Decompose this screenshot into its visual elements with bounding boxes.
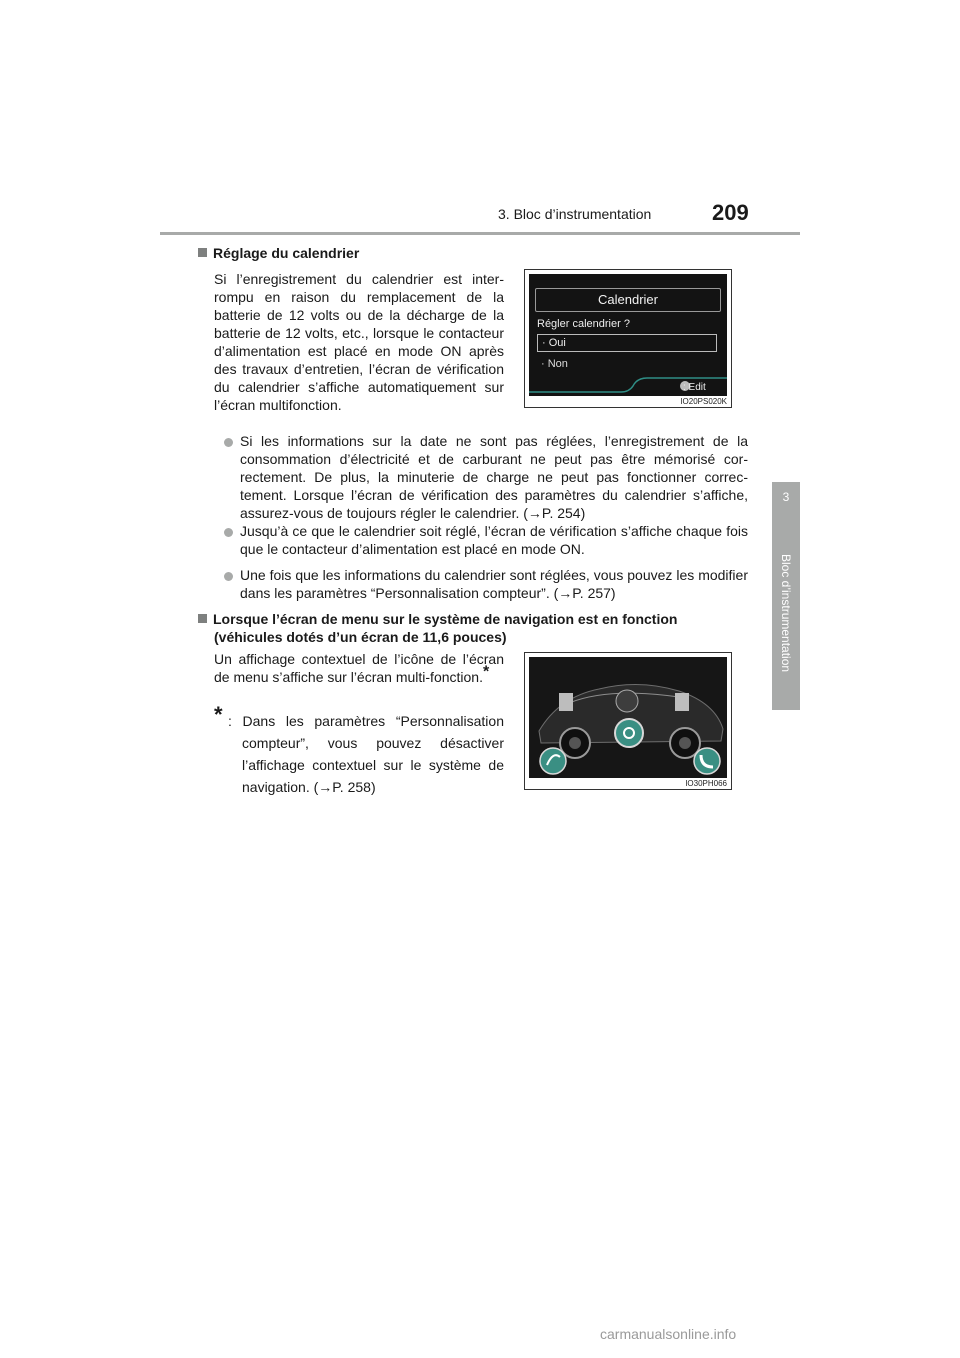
page-number: 209 (712, 200, 749, 225)
header-rule (160, 232, 800, 235)
bullet-dot-icon (224, 438, 233, 447)
chapter-side-tab (772, 482, 800, 710)
section2-intro: Un affichage contextuel de l’icône de l’écran de menu s’affiche sur l’écran multi-fonction.* (214, 651, 504, 685)
figure1-code: IO20PS020K (680, 397, 727, 406)
bullet-dot-icon (224, 528, 233, 537)
footer-watermark: carmanualsonline.info (600, 1326, 737, 1342)
calendar-screen-figure (524, 269, 732, 408)
square-bullet-icon (198, 614, 207, 623)
section1-bullet-3: Une fois que les informations du calendrier sont réglées, vous pouvez les modifier dans les paramètres “Personnalisation compteur”. (→P. 257) (240, 567, 748, 601)
section2-footnote: : Dans les paramètres “Personnalisation compteur”, vous pouvez désactiver l’affichage contextuel sur le système de navigation. (→P. 258) (228, 713, 504, 795)
calendar-title: Calendrier (535, 288, 721, 312)
popup-screen (529, 657, 727, 778)
car-popup-illustration (529, 657, 727, 778)
navigation-popup-figure (524, 652, 732, 790)
section2-heading: Lorsque l’écran de menu sur le système de navigation est en fonction (véhicules dotés d’un écran de 11,6 pouces) (198, 610, 748, 646)
section1-bullet-2: Jusqu’à ce que le calendrier soit réglé, l’écran de vérification s’affiche chaque fois que le contacteur d’alimentation est placé en mode ON. (240, 523, 748, 557)
calendar-screen (529, 274, 727, 396)
section1-heading: Réglage du calendrier (198, 244, 518, 262)
figure2-code: IO30PH066 (685, 779, 727, 788)
bullet-dot-icon (224, 572, 233, 581)
calendar-question: Régler calendrier ? (537, 318, 630, 330)
section-title: 3. Bloc d’instrumentation (498, 206, 652, 222)
square-bullet-icon (198, 248, 207, 257)
footnote-marker: * (482, 663, 490, 681)
footnote-star: * (214, 702, 223, 727)
edit-label: : Edit (683, 382, 706, 393)
section1-intro: Si l’enregistrement du calendrier est inter-rompu en raison du remplacement de la batterie de 12 volts ou de la décharge de la batterie de 12 volts, etc., lorsque le contacteur d’alimentation est placé en mode ON après des travaux d’entretien, l’écran de vérification du calendrier s’affiche automatiquement sur l’écran multifonction. (214, 271, 504, 413)
section1-bullet-1: Si les informations sur la date ne sont pas réglées, l’enregistrement de la consommation d’électricité et de carburant ne peut pas être mémorisé cor-rectement. De plus, la minuterie de charge ne peut pas fonctionner correc-tement. Lorsque l’écran de vérification des paramètres du calendrier s’affiche, assurez-vous de toujours régler le calendrier. (→P. 254) (240, 433, 748, 521)
chapter-label: Bloc d’instrumentation (779, 554, 793, 673)
option-no: · Non (541, 358, 568, 370)
chapter-number: 3 (782, 490, 790, 504)
option-yes: · Oui (537, 334, 717, 352)
